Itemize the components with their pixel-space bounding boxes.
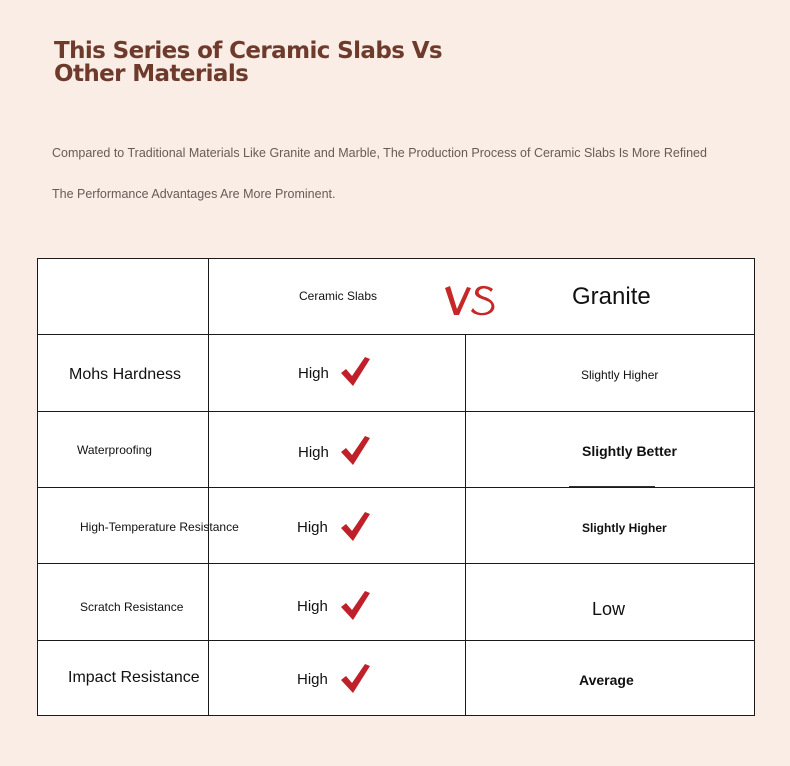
check-icon: [339, 434, 371, 466]
row-divider-5: [38, 640, 754, 641]
feature-waterproofing: Waterproofing: [77, 443, 152, 457]
row-divider-1: [38, 334, 754, 335]
feature-mohs-hardness: Mohs Hardness: [69, 366, 182, 383]
granite-value-impact-resistance: Average: [579, 672, 634, 688]
ceramic-value-mohs-hardness: High: [298, 365, 329, 382]
row-divider-2: [38, 411, 754, 412]
page-title-line1: This Series of Ceramic Slabs Vs: [54, 38, 442, 64]
underline-mark: [569, 486, 655, 487]
page-title: [54, 40, 514, 86]
granite-value-mohs-hardness: Slightly Higher: [581, 368, 659, 382]
granite-value-high-temperature-resistance: Slightly Higher: [582, 521, 667, 535]
page-title-line2: Other Materials: [54, 61, 249, 87]
feature-impact-resistance: Impact Resistance: [68, 669, 200, 686]
check-icon: [339, 589, 371, 621]
check-icon: [339, 355, 371, 387]
header-ceramic-label: Ceramic Slabs: [299, 289, 378, 303]
feature-scratch-resistance: Scratch Resistance: [80, 600, 184, 614]
feature-high-temperature-resistance: High-Temperature Resistance: [80, 520, 239, 534]
intro-line-2: The Performance Advantages Are More Prominent.: [52, 187, 336, 201]
check-icon: [339, 510, 371, 542]
ceramic-value-scratch-resistance: High: [297, 598, 328, 615]
ceramic-value-waterproofing: High: [298, 444, 329, 461]
col-divider-2: [465, 335, 466, 715]
check-icon: [339, 662, 371, 694]
granite-value-waterproofing: Slightly Better: [582, 443, 677, 459]
intro-line-1: Compared to Traditional Materials Like Granite and Marble, The Production Process of Ceramic Slabs Is More Refined: [52, 146, 707, 160]
row-divider-3: [38, 487, 754, 488]
ceramic-value-impact-resistance: High: [297, 671, 328, 688]
vs-logo: [442, 279, 500, 319]
granite-value-scratch-resistance: Low: [592, 599, 626, 619]
comparison-table: [37, 258, 755, 716]
row-divider-4: [38, 563, 754, 564]
ceramic-value-high-temperature-resistance: High: [297, 519, 328, 536]
header-granite-label: Granite: [572, 283, 651, 310]
